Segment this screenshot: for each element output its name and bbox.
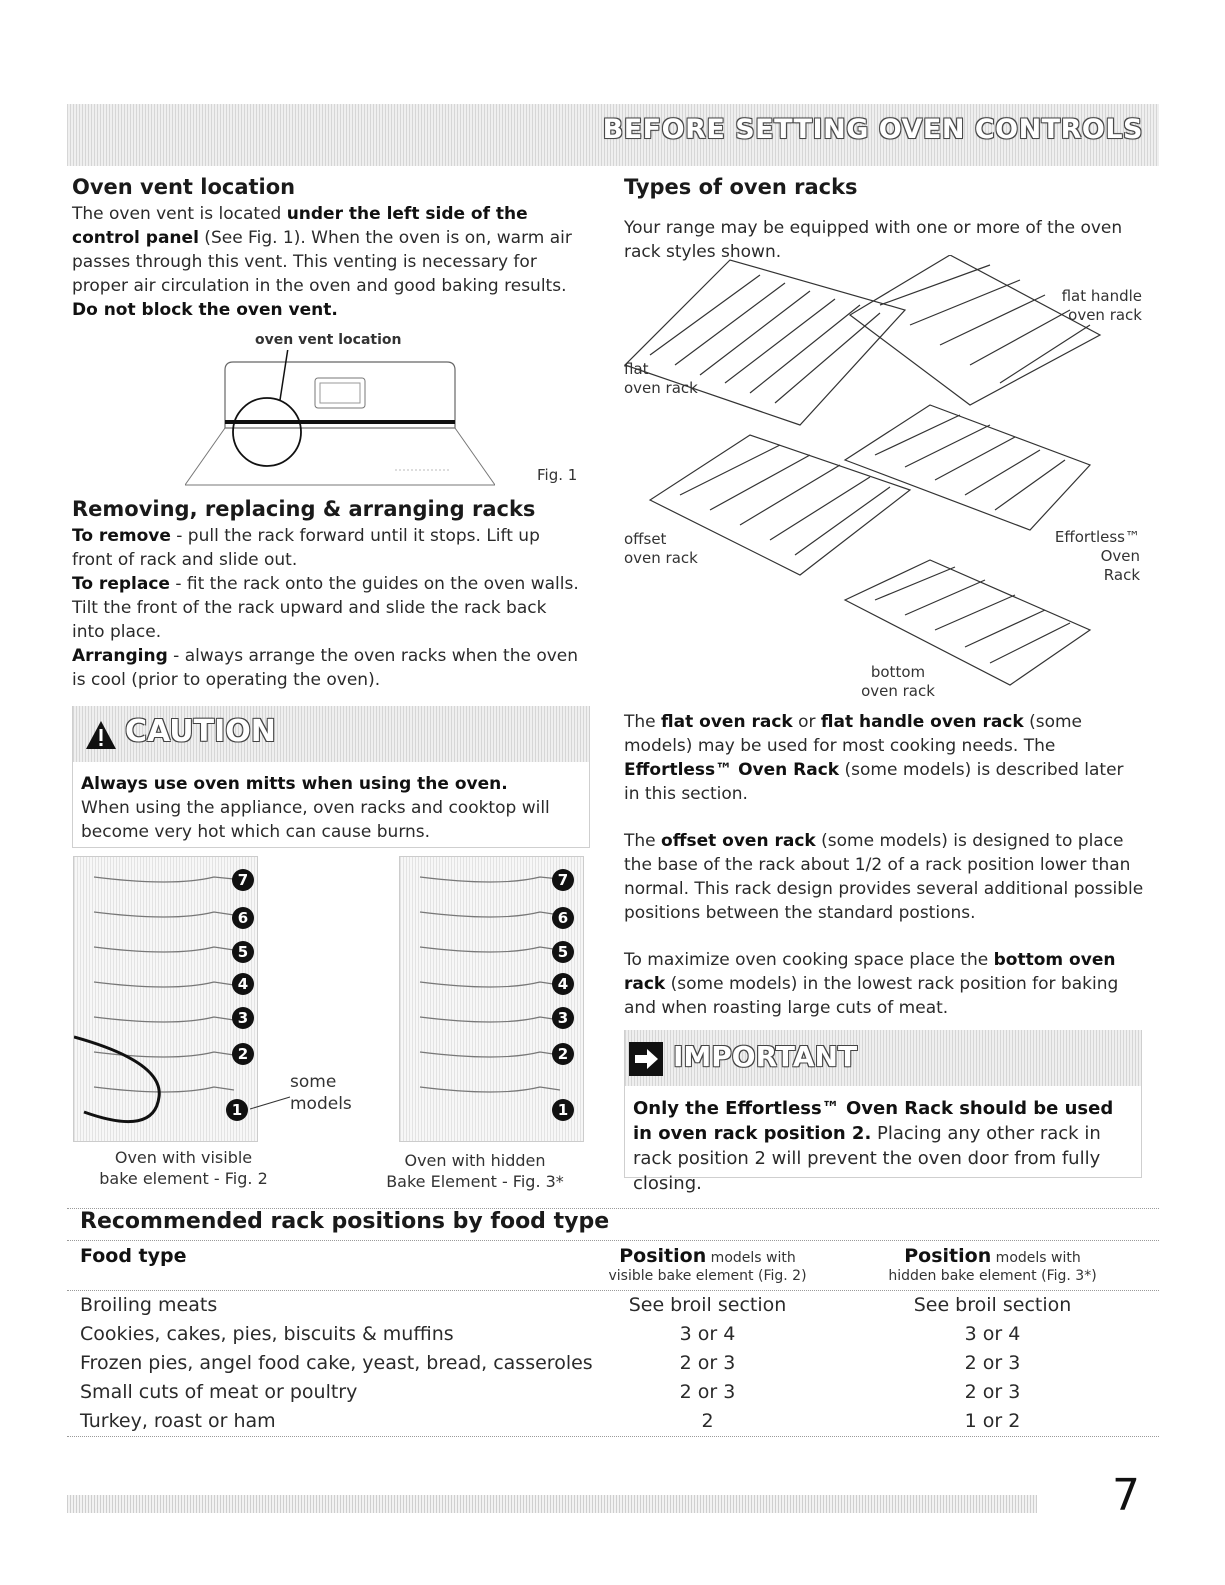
food-cell: Small cuts of meat or poultry [80,1381,358,1403]
fig3-rack-positions [399,856,584,1142]
racks-paragraph-1: The flat oven rack or flat handle oven rack (some models) may be used for most cooking needs. The Effortless™ Oven Rack (some models) is described later in this section. [624,712,1124,804]
position-1-badge: 1 [226,1099,248,1121]
vent-warning: Do not block the oven vent. [72,300,338,320]
flat-handle-rack-label: flat handle oven rack [1061,287,1142,324]
col-food-type: Food type [80,1245,187,1267]
effortless-rack-label: Effortless™ Oven Rack [1054,528,1140,584]
col-visible-sub: visible bake element (Fig. 2) [608,1268,807,1284]
col-hidden-position: Position models with [904,1245,1081,1267]
food-cell: Cookies, cakes, pies, biscuits & muffins [80,1323,454,1345]
some-models-leader-line [250,1095,292,1113]
position-2-badge: 2 [232,1043,254,1065]
vent-paragraph: The oven vent is located under the left side of the control panel (See Fig. 1). When the oven is on, warm air passes through this vent. This venting is necessary for proper air circulation in the oven and good baking results. Do not block the oven vent. [72,204,572,320]
fig2-rack-positions [73,856,258,1142]
visible-position-cell: 3 or 4 [679,1323,736,1345]
position-6-badge: 6 [232,907,254,929]
position-4-badge: 4 [552,973,574,995]
hidden-position-cell: 1 or 2 [964,1410,1021,1432]
visible-position-cell: 2 [701,1410,714,1432]
racks-paragraph-2: The offset oven rack (some models) is designed to place the base of the rack about 1/2 of a rack position lower than normal. This rack design provides several additional possible positions between the standard postions. [624,831,1144,923]
banner-title: BEFORE SETTING OVEN CONTROLS [602,114,1143,145]
fig1-caption: Fig. 1 [537,466,578,484]
position-5-badge: 5 [232,941,254,963]
fig2-caption: Oven with visible bake element - Fig. 2 [99,1148,268,1188]
footer-bar [67,1495,1037,1513]
oven-wall-figure-visible [74,857,258,1142]
table-title-rule [67,1240,1159,1241]
caution-title: CAUTION [125,714,276,749]
bottom-rack-label: bottom oven rack [861,663,935,700]
position-1-badge: 1 [552,1099,574,1121]
col-visible-position: Position models with [619,1245,796,1267]
oven-vent-figure [185,350,495,510]
position-3-badge: 3 [232,1007,254,1029]
arrow-icon [629,1042,663,1076]
table-title: Recommended rack positions by food type [80,1209,610,1234]
food-cell: Broiling meats [80,1294,218,1316]
position-7-badge: 7 [232,869,254,891]
hidden-position-cell: 3 or 4 [964,1323,1021,1345]
vent-fig-label: oven vent location [255,332,402,348]
removing-paragraph: To remove - pull the rack forward until it stops. Lift up front of rack and slide out. To replace - fit the rack onto the guides on the oven walls. Tilt the front of the rack upward and slide the rack back into place. Arranging - always arrange the oven racks when the oven is cool (prior to operating the oven). [72,526,579,690]
position-7-badge: 7 [552,869,574,891]
types-heading: Types of oven racks [624,175,858,199]
position-5-badge: 5 [552,941,574,963]
visible-position-cell: 2 or 3 [679,1352,736,1374]
removing-heading: Removing, replacing & arranging racks [72,497,536,521]
fig3-caption: Oven with hidden Bake Element - Fig. 3* [386,1151,564,1191]
important-title: IMPORTANT [673,1040,858,1073]
page-number: 7 [1112,1470,1140,1521]
oven-wall-figure-hidden [400,857,584,1142]
types-intro: Your range may be equipped with one or more of the oven rack styles shown. [624,218,1123,262]
table-bottom-rule [67,1436,1159,1437]
food-cell: Turkey, roast or ham [80,1410,276,1432]
table-header-rule [67,1290,1159,1291]
visible-position-cell: 2 or 3 [679,1381,736,1403]
visible-position-cell: See broil section [628,1294,787,1316]
important-header [625,1030,1141,1086]
important-box [624,1030,1142,1194]
hidden-position-cell: 2 or 3 [964,1352,1021,1374]
caution-body: Always use oven mitts when using the oven. When using the appliance, oven racks and cooktop will become very hot which can cause burns. [81,774,550,842]
offset-rack-label: offset oven rack [624,530,698,567]
position-2-badge: 2 [552,1043,574,1065]
caution-header [73,706,589,762]
position-3-badge: 3 [552,1007,574,1029]
position-6-badge: 6 [552,907,574,929]
caution-box [72,706,590,848]
position-4-badge: 4 [232,973,254,995]
food-cell: Frozen pies, angel food cake, yeast, bread, casseroles [80,1352,593,1374]
col-hidden-sub: hidden bake element (Fig. 3*) [888,1268,1097,1284]
warning-icon [85,720,117,750]
important-body: Only the Effortless™ Oven Rack should be used in oven rack position 2. Placing any other rack in rack position 2 will prevent the oven door from fully closing. [633,1098,1114,1194]
racks-paragraph-3: To maximize oven cooking space place the bottom oven rack (some models) in the lowest rack position for baking and when roasting large cuts of meat. [624,950,1119,1018]
hidden-position-cell: See broil section [913,1294,1072,1316]
vent-heading: Oven vent location [72,175,296,199]
some-models-note: some models [290,1072,352,1114]
hidden-position-cell: 2 or 3 [964,1381,1021,1403]
flat-rack-label: flat oven rack [624,360,698,397]
section-banner [67,104,1159,166]
